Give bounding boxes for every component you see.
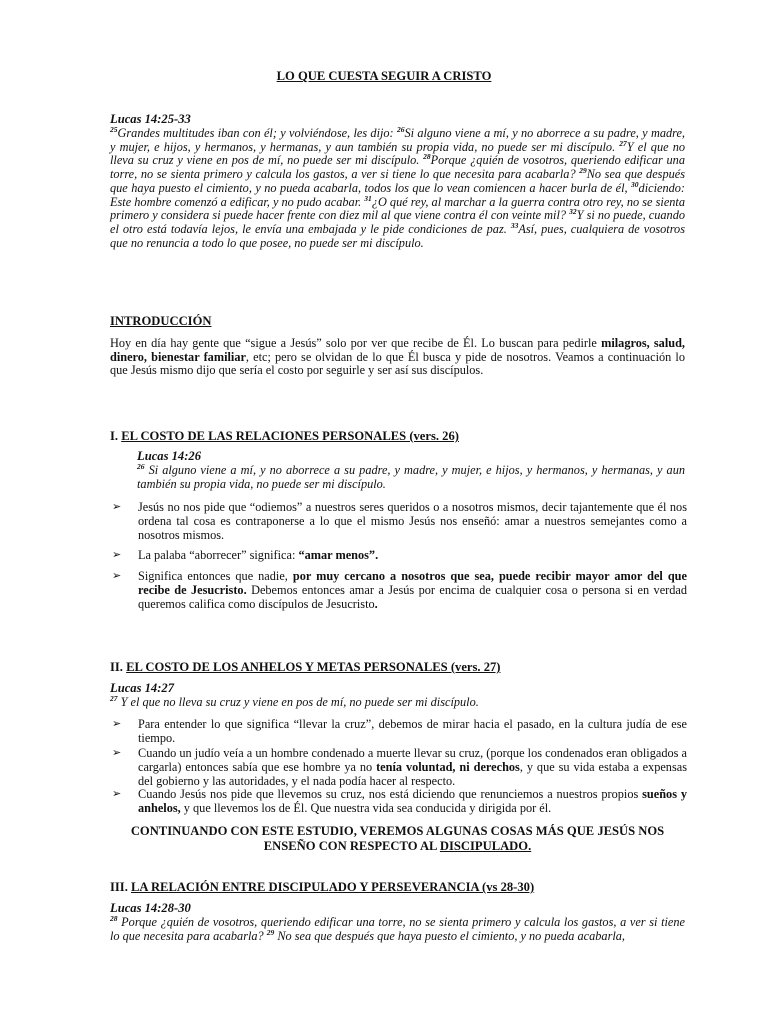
intro-paragraph	[110, 337, 685, 378]
continuation-note	[110, 824, 685, 854]
passage-reference: Lucas 14:28-30	[110, 901, 191, 915]
verse-text: No sea que después que haya puesto el cimiento, y no pueda acabarla, todos los que lo vean comiencen a hacer burla de él,	[110, 167, 685, 195]
passage-text	[110, 124, 685, 250]
bullet-text	[138, 548, 687, 562]
verse-text: Porque ¿quién de vosotros, queriendo edificar una torre, no se sienta primero y calcula los gastos, a ver si tiene lo que necesita para acabarla?	[110, 915, 685, 943]
section-2-heading	[110, 660, 501, 675]
section-number: III.	[110, 880, 131, 894]
verse-number: 26	[137, 461, 145, 471]
verse-text: Y el que no lleva su cruz y viene en pos de mí, no puede ser mi discípulo.	[110, 139, 685, 168]
list-item	[112, 746, 687, 788]
passage-text	[110, 913, 685, 943]
continuation-underlined: DISCIPULADO.	[439, 839, 532, 853]
bullet-bold-text: por muy cercano a nosotros que sea, puede recibir mayor amor del que recibe de Jesucristo.	[138, 569, 687, 597]
intro-text: Hoy en día hay gente que “sigue a Jesús” solo por ver que recibe de Él. Lo buscan para pedirle	[110, 336, 602, 350]
verse-number: 27	[619, 138, 627, 148]
section-number: II.	[110, 660, 127, 674]
intro-bold-text: milagros, salud, dinero, bienestar familiar	[110, 336, 686, 364]
verse-number: 33	[510, 220, 519, 230]
bullet-text	[138, 569, 687, 611]
list-item	[112, 500, 687, 542]
list-item	[112, 569, 687, 611]
bullet-text: Para entender lo que significa “llevar la cruz”, debemos de mirar hacia el pasado, en la cultura judía de ese tiempo.	[138, 717, 687, 745]
list-item	[112, 548, 687, 562]
bullet-text-part: Cuando Jesús nos pide que llevemos su cruz, nos está diciendo que renunciemos a nuestros propios	[138, 787, 643, 801]
verse-number: 27	[110, 693, 118, 703]
verse-text: Grandes multitudes iban con él; y volviéndose, les dijo:	[117, 126, 397, 140]
bullet-text-part: , y que su vida estaba a expensas del gobierno y las autoridades, y el nada podía hacer al respecto.	[138, 760, 687, 788]
continuation-line: CONTINUANDO CON ESTE ESTUDIO, VEREMOS ALGUNAS COSAS MÁS QUE JESÚS NOS	[130, 824, 665, 838]
bullet-bold-text: sueños y anhelos,	[138, 787, 688, 815]
continuation-line	[110, 839, 685, 854]
bullet-text-part: La palaba “aborrecer” significa:	[138, 548, 299, 562]
section-3-title: LA RELACIÓN ENTRE DISCIPULADO Y PERSEVERANCIA (vs 28-30)	[131, 880, 535, 894]
passage-text	[137, 461, 686, 491]
arrowhead-bullet-icon: ➢	[112, 501, 122, 513]
verse-number: 25	[110, 124, 118, 134]
verse-text: Si alguno viene a mí, y no aborrece a su padre, y madre, y mujer, e hijos, y hermanos, y hermanas, y aun también su propia vida, no puede ser mi discípulo.	[137, 463, 686, 491]
verse-text: ¿O qué rey, al marchar a la guerra contra otro rey, no se sienta primero y considera si puede hacer frente con diez mil al que viene contra él con veinte mil?	[110, 194, 685, 223]
bullet-text-part: y que llevemos los de Él. Que nuestra vida sea conducida y dirigida por él.	[180, 801, 552, 815]
section-2-passage	[110, 681, 685, 710]
verse-number: 26	[396, 124, 405, 134]
bullet-text	[138, 746, 687, 788]
intro-heading-text: INTRODUCCIÓN	[110, 314, 212, 328]
verse-text: No sea que después que haya puesto el cimiento, y no pueda acabarla,	[277, 928, 626, 943]
section-number: I.	[110, 429, 122, 443]
continuation-text: ENSEÑO CON RESPECTO AL	[263, 839, 440, 853]
verse-number: 31	[364, 193, 372, 203]
verse-number: 29	[579, 166, 587, 176]
page-title: LO QUE CUESTA SEGUIR A CRISTO	[276, 69, 492, 83]
bullet-text-part: Cuando un judío veía a un hombre condenado a muerte llevar su cruz, (porque los condenados eran obligados a cargarla) entonces sabía que ese hombre ya no	[138, 746, 687, 774]
passage-reference: Lucas 14:27	[110, 681, 175, 695]
intro-heading	[110, 314, 211, 329]
bullet-bold-text: “amar menos”.	[298, 548, 379, 562]
intro-text-end: , etc; pero se olvidan de lo que Él busca y pide de nosotros. Veamos a continuación lo que Jesús mismo dijo que sería el costo por seguirle y ser así sus discípulos.	[110, 349, 685, 378]
verse-number: 28	[110, 913, 118, 923]
arrowhead-bullet-icon: ➢	[112, 549, 122, 561]
passage-reference: Lucas 14:26	[137, 449, 202, 463]
list-item	[112, 787, 687, 815]
section-1-title: EL COSTO DE LAS RELACIONES PERSONALES (vers. 26)	[121, 429, 459, 443]
arrowhead-bullet-icon: ➢	[112, 747, 122, 759]
passage-text	[110, 693, 685, 710]
verse-number: 29	[266, 927, 275, 937]
verse-number: 30	[631, 179, 639, 189]
verse-text: Si alguno viene a mí, y no aborrece a su padre, y madre, y mujer, e hijos, y hermanos, y hermanas, y aun también su propia vida, no puede ser mi discípulo.	[110, 126, 685, 154]
bullet-bold-text: tenía voluntad, ni derechos	[376, 760, 520, 774]
bullet-text: Jesús no nos pide que “odiemos” a nuestros seres queridos o a nosotros mismos, decir tajantemente que él nos ordena tal cosa es contraponerse a lo que el mismo Jesús nos enseñó: amar a nuestros semejantes como a nosotros mismos.	[138, 500, 687, 542]
bullet-bold-text: .	[374, 597, 378, 611]
intro-passage	[110, 112, 685, 250]
passage-reference: Lucas 14:25-33	[110, 112, 191, 126]
bullet-text-part: Significa entonces que nadie,	[138, 569, 293, 583]
section-3-heading	[110, 880, 534, 895]
verse-text: Porque ¿quién de vosotros, queriendo edificar una torre, no se sienta primero y calcula los gastos, a ver si tiene lo que necesita para acabarla?	[110, 153, 685, 182]
verse-number: 28	[423, 152, 431, 162]
verse-text: diciendo: Este hombre comenzó a edificar, y no pudo acabar.	[110, 180, 685, 209]
bullet-text-part: Debemos entonces amar a Jesús por encima de cualquier cosa o persona si en verdad queremos califica como discípulos de Jesucristo	[138, 583, 688, 611]
section-1-passage	[137, 449, 685, 491]
arrowhead-bullet-icon: ➢	[112, 570, 122, 582]
bullet-text	[138, 787, 687, 815]
arrowhead-bullet-icon: ➢	[112, 788, 122, 800]
section-2-title: EL COSTO DE LOS ANHELOS Y METAS PERSONALES (vers. 27)	[126, 660, 501, 674]
section-3-passage	[110, 901, 685, 943]
list-item	[112, 717, 687, 745]
verse-text: Así, pues, cualquiera de vosotros que no renuncia a todo lo que posee, no puede ser mi discípulo.	[110, 221, 685, 250]
verse-number: 32	[569, 207, 577, 217]
arrowhead-bullet-icon: ➢	[112, 718, 122, 730]
verse-text: Y si no puede, cuando el otro está todavía lejos, le envía una embajada y le pide condiciones de paz.	[110, 208, 685, 236]
verse-text: Y el que no lleva su cruz y viene en pos de mí, no puede ser mi discípulo.	[120, 695, 479, 709]
section-1-heading	[110, 429, 459, 444]
